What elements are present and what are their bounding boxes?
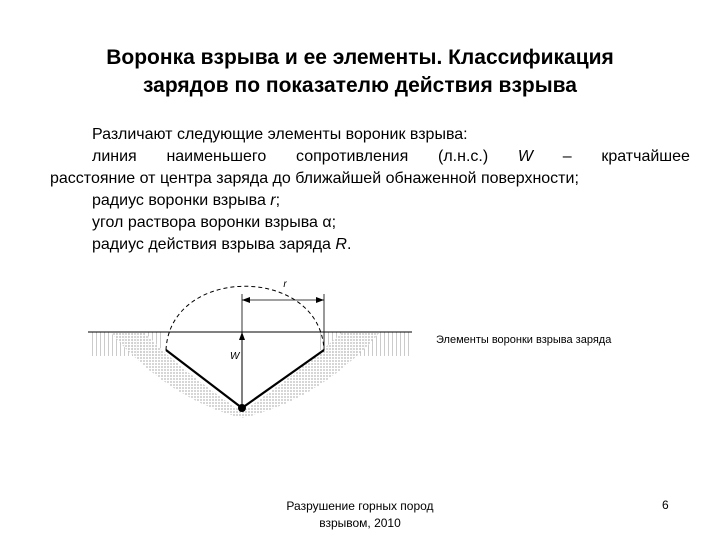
r-arrow-right [316, 297, 324, 303]
radius-text: радиус воронки взрыва [92, 192, 271, 209]
crater-diagram [80, 270, 420, 420]
charge-point [238, 404, 246, 412]
title-line-2: зарядов по показателю действия взрыва [143, 74, 577, 97]
lnc-word: линия [92, 148, 137, 165]
lnc-line [50, 146, 690, 168]
lnc-word: кратчайшее [601, 148, 690, 165]
lnc-word-w: W [517, 148, 533, 165]
label-w: W [230, 351, 240, 362]
diagram-caption: Элементы воронки взрыва заряда [436, 334, 612, 346]
r-arrow-left [242, 297, 250, 303]
lnc-word: (л.н.с.) [438, 148, 489, 165]
footer-line-2: взрывом, 2010 [319, 516, 401, 530]
footer-text [250, 498, 470, 532]
action-suffix: . [346, 236, 352, 253]
footer-line-1: Разрушение горных пород [286, 499, 434, 513]
angle-line: угол раствора воронки взрыва α; [92, 214, 337, 231]
action-radius-arc [166, 286, 324, 350]
lnc-continuation: расстояние от центра заряда до ближайшей обнаженной поверхности; [50, 170, 579, 187]
body-text [50, 124, 690, 256]
radius-suffix: ; [275, 192, 281, 209]
lnc-arrow [239, 332, 245, 340]
lnc-word: наименьшего [166, 148, 267, 165]
lnc-word: сопротивления [296, 148, 409, 165]
intro-line: Различают следующие элементы вороник взрыва: [92, 126, 468, 143]
slide-title [40, 44, 680, 100]
action-text: радиус действия взрыва заряда [92, 236, 336, 253]
radius-line [50, 190, 690, 212]
title-line-1: Воронка взрыва и ее элементы. Классификация [106, 46, 614, 69]
label-r: r [283, 279, 287, 290]
action-var: R [335, 236, 347, 253]
page-number: 6 [662, 498, 669, 512]
lnc-word: – [562, 148, 572, 165]
action-radius-line [50, 234, 690, 256]
radius-var: r [270, 192, 276, 209]
